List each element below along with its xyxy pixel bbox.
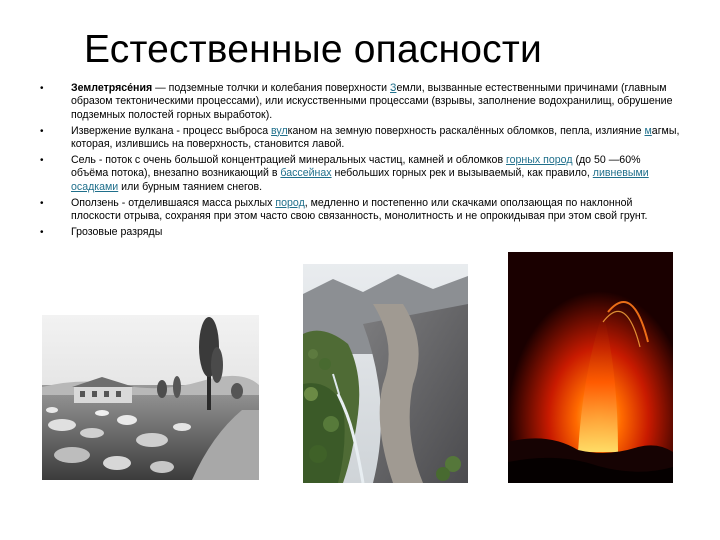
list-item-landslide bbox=[40, 197, 680, 224]
bullet-icon: • bbox=[40, 197, 44, 209]
text-segment: — подземные толчки и колебания поверхности bbox=[152, 82, 391, 94]
text-segment: или бурным таянием снегов. bbox=[118, 180, 263, 193]
link-earth[interactable]: З bbox=[390, 82, 397, 94]
link-volcano[interactable]: вул bbox=[271, 124, 288, 137]
list-item-lightning bbox=[40, 226, 680, 239]
bullet-icon: • bbox=[40, 125, 44, 137]
text-segment: небольших горных рек и вызываемый, как правило, bbox=[331, 167, 593, 180]
bullet-icon: • bbox=[40, 155, 44, 167]
text-segment: емли, вызванные естественными причинами (главным образом тектоническими процессами), или искусственными процессами (взрывы, заполнение водохранилищ, обрушение подземных полостей горных выработок). bbox=[71, 82, 673, 121]
link-rainfall[interactable]: ливневыми осадками bbox=[71, 167, 649, 193]
link-rocks[interactable]: горных пород bbox=[506, 154, 573, 167]
list-item-volcano bbox=[40, 125, 680, 152]
text-segment: (до 50 —60% объёма потока), внезапно возникающий в bbox=[71, 154, 641, 180]
mudflow-photo bbox=[303, 264, 468, 483]
link-basins[interactable]: бассейнах bbox=[280, 167, 332, 180]
list-item-earthquake bbox=[40, 82, 680, 122]
slide-title: Естественные опасности bbox=[84, 28, 542, 71]
text-segment: Грозовые разряды bbox=[71, 226, 163, 239]
bullet-icon: • bbox=[40, 83, 44, 94]
text-segment: агмы, которая, излившись на поверхность, становится лавой. bbox=[71, 124, 680, 151]
link-magma[interactable]: м bbox=[644, 124, 652, 137]
earthquake-term: Землетрясе́ния bbox=[71, 82, 153, 94]
text-segment: Сель - поток с очень большой концентрацией минеральных частиц, камней и обломков bbox=[71, 154, 507, 167]
list-item-mudflow bbox=[40, 154, 680, 194]
text-segment: каном на земную поверхность раскалённых обломков, пепла, излияние bbox=[287, 124, 645, 137]
text-segment: Извержение вулкана - процесс выброса bbox=[71, 124, 272, 137]
text-segment: Оползень - отделившаяся масса рыхлых bbox=[71, 196, 276, 209]
hazards-list bbox=[40, 82, 680, 242]
bullet-icon: • bbox=[40, 227, 44, 239]
earthquake-photo bbox=[42, 315, 259, 480]
link-rocks-2[interactable]: пород bbox=[275, 196, 305, 209]
text-segment: , медленно и постепенно или скачками оползающая по наклонной плоскости отрыва, сохраняя при этом часто свою связанность, монолитность и не опрокидывая при этом свой грунт. bbox=[71, 196, 648, 223]
volcano-photo bbox=[508, 252, 673, 483]
